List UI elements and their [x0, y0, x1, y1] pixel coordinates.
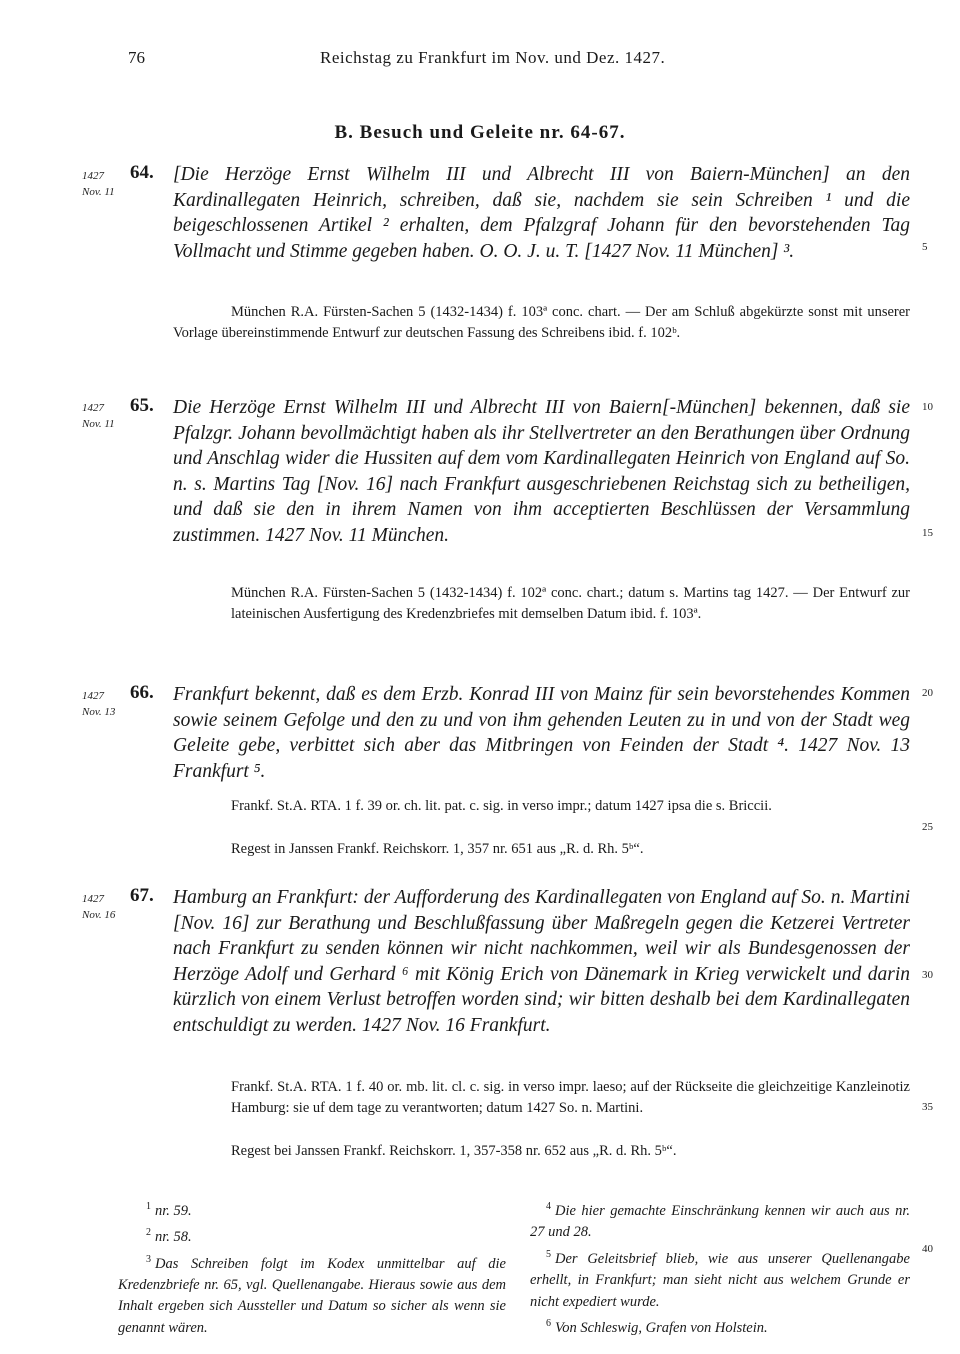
- margin-day: Nov. 11: [82, 186, 115, 198]
- margin-day: Nov. 16: [82, 909, 116, 921]
- source-note: München R.A. Fürsten-Sachen 5 (1432-1434) f. 103ª conc. chart. — Der am Schluß abgekürzte sonst mit unserer Vorlage übereinstimmende Entwurf zur deutschen Fassung des Schreibens ibid. f. 102ᵇ.: [173, 304, 910, 341]
- margin-date: [82, 688, 128, 720]
- footnote: [118, 1222, 506, 1248]
- footnote: [530, 1244, 910, 1313]
- source-note: Frankf. St.A. RTA. 1 f. 39 or. ch. lit. pat. c. sig. in verso impr.; datum 1427 ipsa die s. Briccii.: [231, 798, 772, 814]
- line-number: 25: [922, 821, 933, 833]
- footnote-mark: 4: [546, 1201, 551, 1212]
- footnote-mark: 3: [146, 1253, 151, 1265]
- footnote: [530, 1196, 910, 1244]
- footnote: [118, 1249, 506, 1340]
- entry-number: 66.: [130, 682, 154, 703]
- source-note: München R.A. Fürsten-Sachen 5 (1432-1434) f. 102ª conc. chart.; datum s. Martins tag 1427. — Der Entwurf zur lateinischen Ausfertigung des Kredenzbriefes mit demselben Datum ibid. f. 103ª.: [231, 585, 910, 622]
- margin-date: [82, 891, 128, 923]
- footnote-text: Von Schleswig, Grafen von Holstein.: [555, 1319, 768, 1336]
- entry-text: Die Herzöge Ernst Wilhelm III und Albrecht III von Baiern[-München] bekennen, daß sie Pfalzgr. Johann bevollmächtigt haben als ihr Stellvertreter an den Berathungen über Ordnung und Anschlag wider die Hussiten auf dem vom Kardinallegaten Heinrich von England auf So. n. s. Martins Tag [Nov. 16] nach Frankfurt ausgeschriebenen Reichstag sich zu betheiligen, und daß sie den in ihrem Namen von ihm acceptierten Beschlüssen der Versammlung zustimmen. 1427 Nov. 11 München.: [173, 397, 910, 546]
- line-number: 15: [922, 527, 933, 539]
- footnote-text: Das Schreiben folgt im Kodex unmittelbar auf die Kredenzbriefe nr. 65, vgl. Quellenangabe. Hieraus sowie aus dem Inhalt ergeben sich Aussteller und Datum so sicher als wenn sie genannt wären.: [118, 1255, 506, 1336]
- margin-day: Nov. 13: [82, 706, 116, 718]
- footnote-mark: 2: [146, 1227, 151, 1239]
- footnote-text: Der Geleitsbrief blieb, wie aus unserer Quellenangabe erhellt, in Frankfurt; man sieht nicht aus welchem Grunde er nicht expediert wurde.: [530, 1250, 910, 1310]
- margin-year: 1427: [82, 690, 104, 702]
- entry-text: Hamburg an Frankfurt: der Aufforderung des Kardinallegaten von England auf So. n. Martini [Nov. 16] zur Berathung und Beschlußfassung über Maßregeln gegen die Ketzerei Vertreter nach Frankfurt zu senden können wir nicht nachkommen, weil wir als Bundesgenossen der Herzöge Adolf und Gerhard ⁶ mit König Erich von Dänemark in Krieg verwickelt und darin kürzlich von einem Verlust betroffen worden sind; wir bitten deshalb bei dem Kardinallegaten entschuldigt zu werden. 1427 Nov. 16 Frankfurt.: [173, 887, 910, 1036]
- footnote-mark: 5: [546, 1248, 551, 1260]
- line-number: 40: [922, 1243, 933, 1255]
- regest-note: Regest in Janssen Frankf. Reichskorr. 1, 357 nr. 651 aus „R. d. Rh. 5ᵇ“.: [231, 841, 644, 857]
- page-number: 76: [128, 48, 145, 67]
- source-note: Frankf. St.A. RTA. 1 f. 40 or. mb. lit. cl. c. sig. in verso impr. laeso; auf der Rückseite die gleichzeitige Kanzleinotiz Hamburg: sie uf dem tage zu verantworten; datum 1427 So. n. Martini.: [231, 1079, 910, 1116]
- footnote-text: Die hier gemachte Einschränkung kennen wir auch aus nr. 27 und 28.: [530, 1202, 910, 1241]
- regest-note: Regest bei Janssen Frankf. Reichskorr. 1, 357-358 nr. 652 aus „R. d. Rh. 5ᵇ“.: [231, 1143, 677, 1159]
- margin-day: Nov. 11: [82, 418, 115, 430]
- section-title: B. Besuch und Geleite nr. 64-67.: [334, 122, 626, 143]
- line-number: 10: [922, 401, 933, 413]
- footnote-mark: 1: [146, 1201, 151, 1212]
- footnote: [118, 1196, 506, 1222]
- line-number: 20: [922, 687, 933, 699]
- line-number: 30: [922, 969, 933, 981]
- footnote-text: nr. 58.: [155, 1229, 192, 1246]
- entry-text: [Die Herzöge Ernst Wilhelm III und Albrecht III von Baiern-München] an den Kardinallegaten Heinrich, schreiben, daß sie, nachdem sie sein Schreiben ¹ und die beigeschlossenen Artikel ² erhalten, dem Pfalzgraf Johann für den bevorstehenden Tag Vollmacht und Stimme gegeben haben. O. O. J. u. T. [1427 Nov. 11 München] ³.: [173, 164, 910, 262]
- entry-number: 65.: [130, 395, 154, 416]
- footnote-mark: 6: [546, 1318, 551, 1330]
- footnote: [530, 1313, 910, 1339]
- entry-number: 64.: [130, 162, 154, 183]
- entry-text: Frankfurt bekennt, daß es dem Erzb. Konrad III von Mainz für sein bevorstehendes Kommen sowie seinem Gefolge und den zu und von ihm gehenden Leuten zu in und von der Stadt weg Geleite gebe, verbittet sich aber das Mitbringen von Feinden der Stadt ⁴. 1427 Nov. 13 Frankfurt ⁵.: [173, 684, 910, 782]
- page-header: [128, 48, 912, 74]
- margin-year: 1427: [82, 170, 104, 182]
- margin-date: [82, 168, 128, 200]
- line-number: 5: [922, 241, 928, 253]
- entry-number: 67.: [130, 885, 154, 906]
- footnotes-left: [118, 1196, 506, 1339]
- line-number: 35: [922, 1101, 933, 1113]
- footnotes-right: [530, 1196, 910, 1339]
- footnote-text: nr. 59.: [155, 1202, 192, 1219]
- margin-year: 1427: [82, 893, 104, 905]
- margin-date: [82, 400, 128, 432]
- margin-year: 1427: [82, 402, 104, 414]
- running-title: Reichstag zu Frankfurt im Nov. und Dez. 1427.: [320, 48, 666, 67]
